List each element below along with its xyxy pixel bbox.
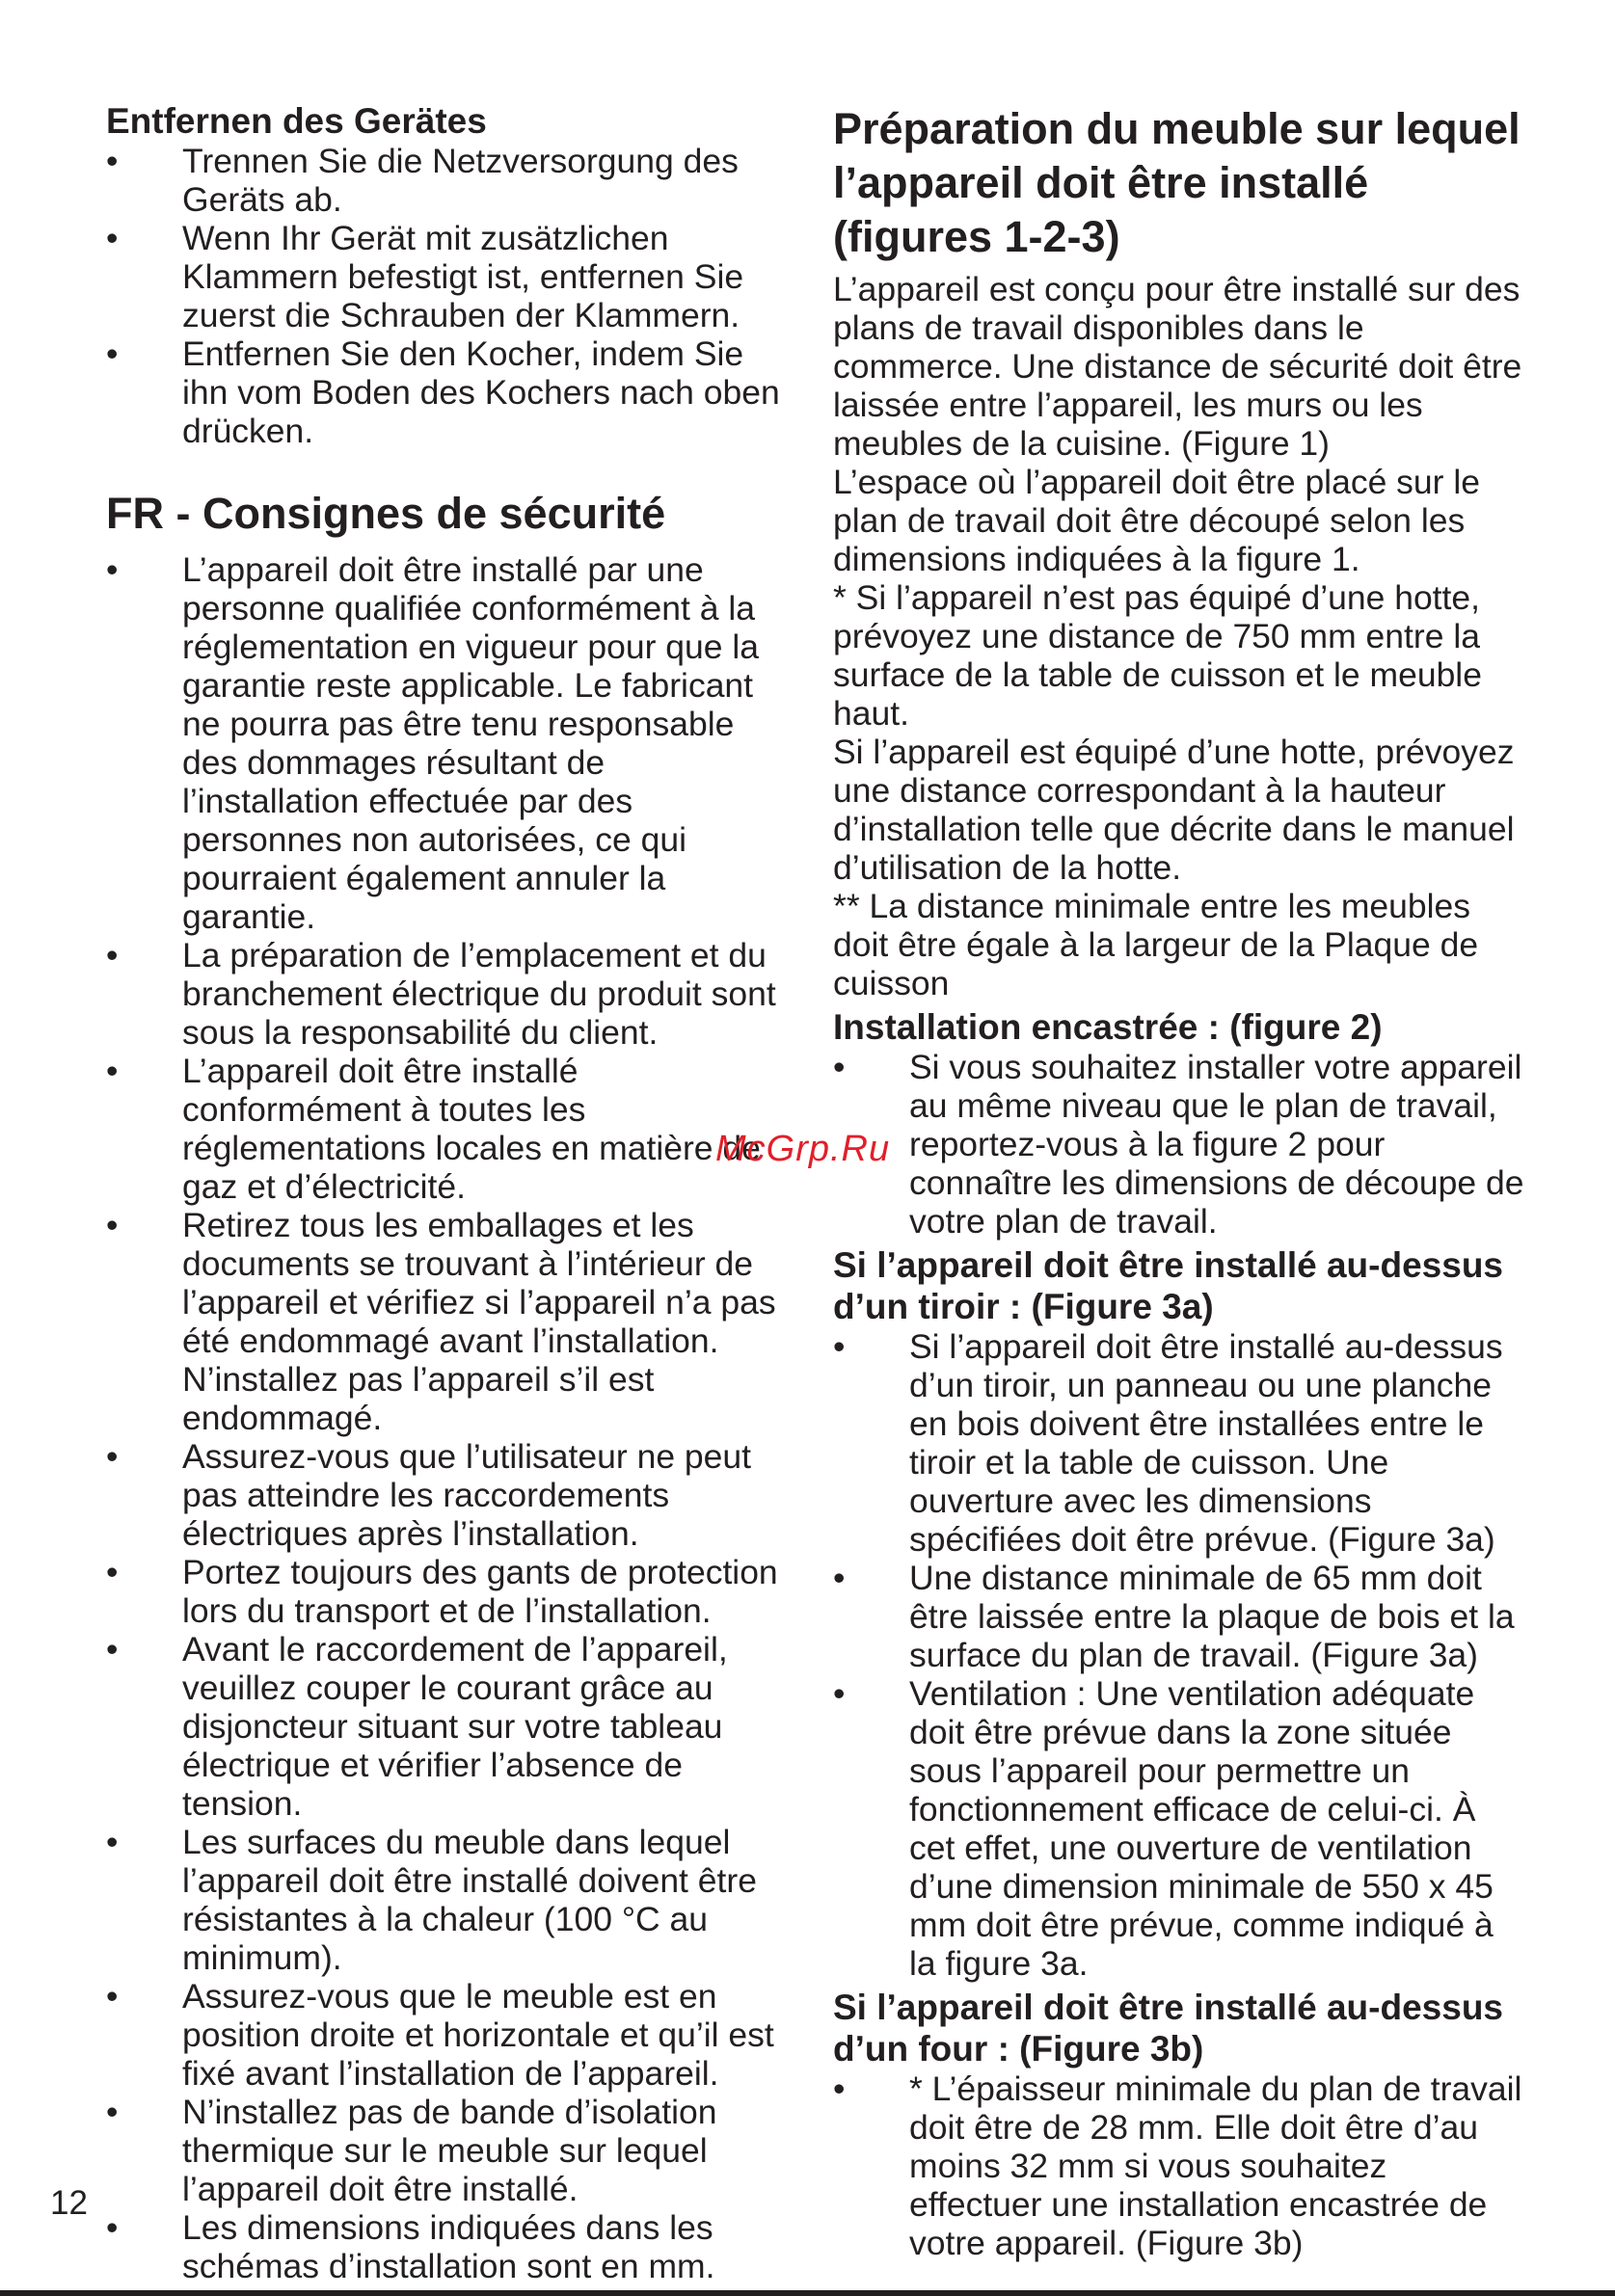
bullet-icon: • (833, 2069, 846, 2108)
list-item-text: Avant le raccordement de l’appareil, veuillez couper le courant grâce au disjoncteur situant sur votre tableau électrique et vérifier l’absence de tension. (182, 1630, 728, 1823)
list-item (106, 1977, 791, 2093)
bullet-icon: • (106, 1553, 119, 1591)
prep-paragraph: ** La distance minimale entre les meubles doit être égale à la largeur de la Plaque de cuisson (833, 887, 1479, 1002)
list-item-text: N’installez pas de bande d’isolation thermique sur le meuble sur lequel l’appareil doit être installé. (182, 2093, 717, 2208)
bullet-icon: • (106, 1977, 119, 2016)
list-item-text: Une distance minimale de 65 mm doit être laissée entre la plaque de bois et la surface du plan de travail. (Figure 3a) (909, 1559, 1515, 1674)
list-item (106, 334, 791, 450)
list-item (106, 2208, 791, 2285)
bullet-icon: • (833, 1674, 846, 1713)
bullet-icon: • (106, 1823, 119, 1861)
bullet-icon: • (106, 1437, 119, 1476)
list-item-text: L’appareil doit être installé par une personne qualifiée conformément à la réglementation en vigueur pour que la garantie reste applicable. Le fabricant ne pourra pas être tenu responsable des dommages résultant de l’installation effectuée par des personnes non autorisées, ce qui pourraient également annuler la garantie. (182, 550, 759, 936)
bullet-icon: • (833, 1327, 846, 1366)
list-item (106, 219, 791, 334)
watermark: McGrp.Ru (715, 1129, 891, 1169)
list-item-text: Retirez tous les emballages et les documents se trouvant à l’intérieur de l’appareil et vérifiez si l’appareil n’a pas été endommagé avant l’installation. N’installez pas l’appareil s’il est endommagé. (182, 1206, 776, 1437)
flush-list (833, 1048, 1527, 1241)
bullet-icon: • (106, 550, 119, 589)
bottom-rule (0, 2290, 1615, 2296)
list-item (106, 1437, 791, 1553)
page-number: 12 (50, 2184, 88, 2222)
oven-list (833, 2069, 1527, 2262)
list-item (106, 142, 791, 219)
bullet-icon: • (833, 1048, 846, 1086)
list-item-text: Assurez-vous que le meuble est en position droite et horizontale et qu’il est fixé avant l’installation de l’appareil. (182, 1977, 774, 2093)
bullet-icon: • (106, 2093, 119, 2131)
prep-paragraph: Si l’appareil est équipé d’une hotte, prévoyez une distance correspondant à la hauteur d’installation telle que décrite dans le manuel d’utilisation de la hotte. (833, 733, 1515, 887)
list-item-text: Assurez-vous que l’utilisateur ne peut pas atteindre les raccordements électriques après l’installation. (182, 1437, 752, 1553)
list-item (106, 2093, 791, 2208)
list-item (833, 1327, 1527, 1559)
list-item (106, 550, 791, 936)
left-column (106, 100, 791, 2285)
list-item-text: Les dimensions indiquées dans les schémas d’installation sont en mm. (182, 2208, 715, 2285)
oven-heading: Si l’appareil doit être installé au-dessus d’un four : (Figure 3b) (833, 1988, 1503, 2069)
list-item (833, 2069, 1527, 2262)
bullet-icon: • (833, 1559, 846, 1597)
safety-heading: FR - Consignes de sécurité (106, 489, 666, 538)
bullet-icon: • (106, 2208, 119, 2247)
prep-heading: Préparation du meuble sur lequel l’appareil doit être installé (figures 1-2-3) (833, 104, 1521, 261)
list-item-text: La préparation de l’emplacement et du branchement électrique du produit sont sous la responsabilité du client. (182, 936, 776, 1052)
list-item-text: Si vous souhaitez installer votre appareil au même niveau que le plan de travail, reportez-vous à la figure 2 pour connaître les dimensions de découpe de votre plan de travail. (909, 1048, 1524, 1241)
prep-paragraph: L’appareil est conçu pour être installé sur des plans de travail disponibles dans le commerce. Une distance de sécurité doit être laissée entre l’appareil, les murs ou les meubles de la cuisine. (Figure 1) (833, 270, 1522, 463)
bullet-icon: • (106, 142, 119, 180)
list-item-text: Wenn Ihr Gerät mit zusätzlichen Klammern befestigt ist, entfernen Sie zuerst die Schrauben der Klammern. (182, 219, 744, 334)
bullet-icon: • (106, 1206, 119, 1244)
list-item-text: Les surfaces du meuble dans lequel l’appareil doit être installé doivent être résistantes à la chaleur (100 °C au minimum). (182, 1823, 757, 1977)
list-item (833, 1559, 1527, 1674)
bullet-icon: • (106, 936, 119, 974)
remove-heading: Entfernen des Gerätes (106, 101, 487, 141)
bullet-icon: • (106, 1052, 119, 1090)
list-item-text: L’appareil doit être installé conformément à toutes les réglementations locales en matière de gaz et d’électricité. (182, 1052, 761, 1206)
list-item (106, 1206, 791, 1437)
bullet-icon: • (106, 219, 119, 257)
bullet-icon: • (106, 334, 119, 373)
flush-heading: Installation encastrée : (figure 2) (833, 1007, 1383, 1047)
drawer-list (833, 1327, 1527, 1983)
prep-body (833, 270, 1527, 1002)
list-item (833, 1674, 1527, 1983)
list-item-text: Portez toujours des gants de protection lors du transport et de l’installation. (182, 1553, 778, 1630)
bullet-icon: • (106, 1630, 119, 1669)
list-item (106, 1630, 791, 1823)
list-item (106, 1823, 791, 1977)
list-item-text: Ventilation : Une ventilation adéquate doit être prévue dans la zone située sous l’appareil pour permettre un fonctionnement efficace de celui-ci. À cet effet, une ouverture de ventilation d’une dimension minimale de 550 x 45 mm doit être prévue, comme indiqué à la figure 3a. (909, 1674, 1494, 1983)
list-item (106, 1553, 791, 1630)
list-item (106, 936, 791, 1052)
safety-list (106, 550, 791, 2285)
right-column (833, 102, 1527, 2262)
list-item-text: Entfernen Sie den Kocher, indem Sie ihn vom Boden des Kochers nach oben drücken. (182, 334, 780, 450)
prep-paragraph: * Si l’appareil n’est pas équipé d’une hotte, prévoyez une distance de 750 mm entre la surface de la table de cuisson et le meuble haut. (833, 578, 1482, 733)
drawer-heading: Si l’appareil doit être installé au-dessus d’un tiroir : (Figure 3a) (833, 1245, 1503, 1326)
list-item-text: Trennen Sie die Netzversorgung des Geräts ab. (182, 142, 739, 219)
list-item-text: * L’épaisseur minimale du plan de travail doit être de 28 mm. Elle doit être d’au moins 32 mm si vous souhaitez effectuer une installation encastrée de votre appareil. (Figure 3b) (909, 2069, 1522, 2262)
remove-list (106, 142, 791, 450)
list-item (106, 1052, 791, 1206)
list-item (833, 1048, 1527, 1241)
list-item-text: Si l’appareil doit être installé au-dessus d’un tiroir, un panneau ou une planche en bois doivent être installées entre le tiroir et la table de cuisson. Une ouverture avec les dimensions spécifiées doit être prévue. (Figure 3a) (909, 1327, 1503, 1559)
prep-paragraph: L’espace où l’appareil doit être placé sur le plan de travail doit être découpé selon les dimensions indiquées à la figure 1. (833, 463, 1480, 578)
